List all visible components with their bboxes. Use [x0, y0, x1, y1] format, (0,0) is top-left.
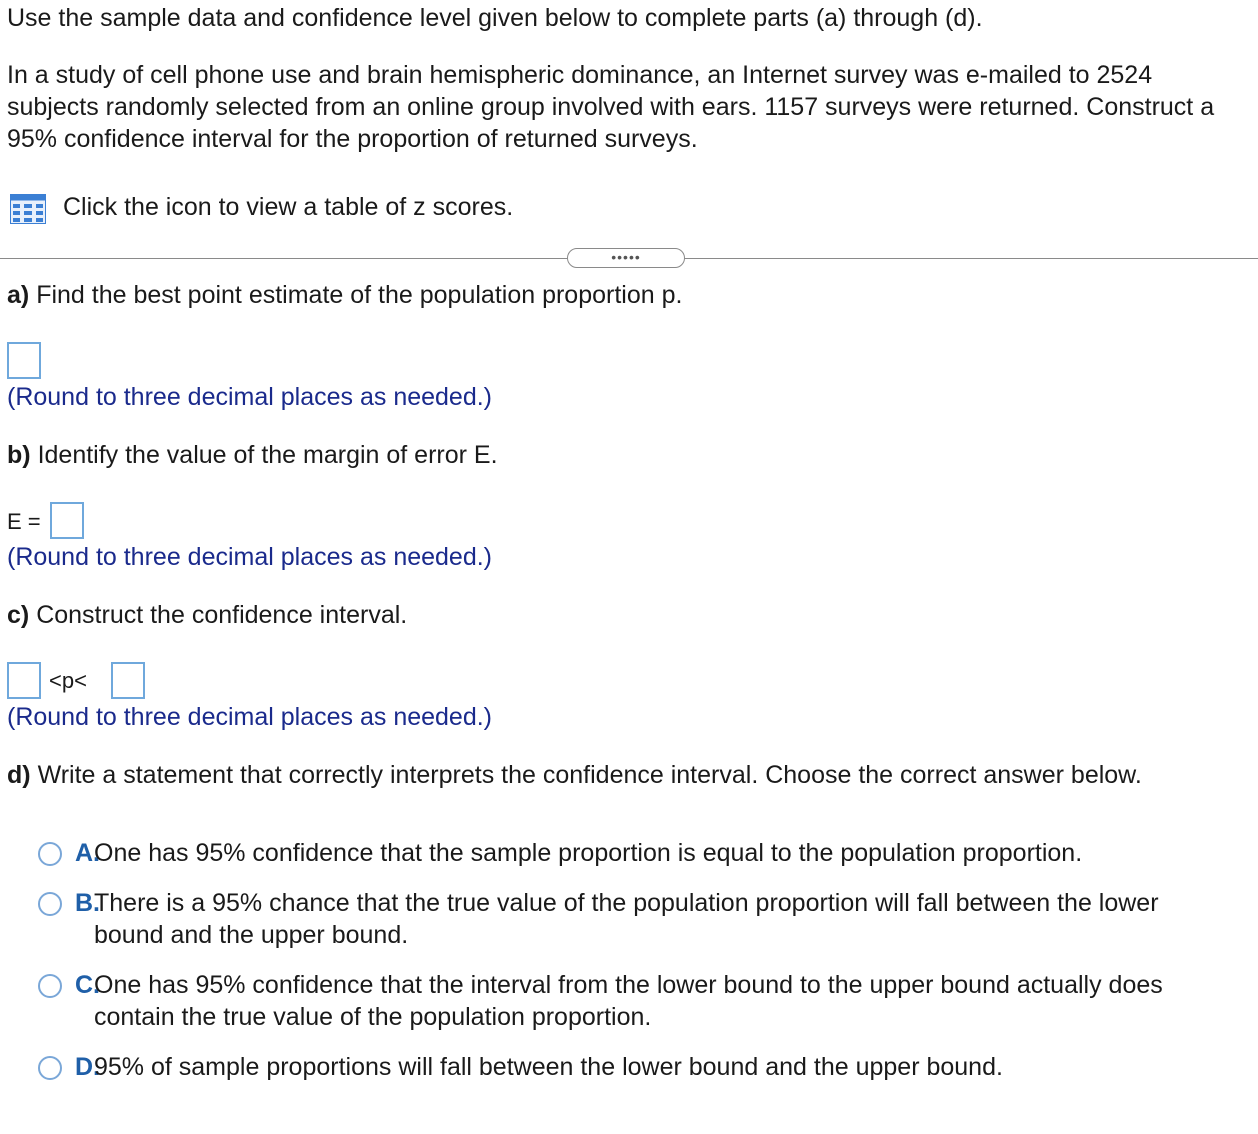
- table-grid-icon[interactable]: [10, 194, 46, 224]
- part-d-label: d): [7, 761, 31, 789]
- expand-button[interactable]: [567, 248, 685, 268]
- option-d-radio[interactable]: [38, 1056, 62, 1080]
- option-b-letter: B.: [75, 889, 100, 917]
- part-c-label: c): [7, 601, 30, 629]
- option-c-letter: C.: [75, 971, 100, 999]
- option-c-text[interactable]: One has 95% confidence that the interval from the lower bound to the upper bound actually does contain the true value of the population proportion.: [94, 971, 1163, 1031]
- option-a-letter: A.: [75, 839, 100, 867]
- part-a-hint: (Round to three decimal places as needed.): [7, 383, 493, 411]
- interval-middle-text: <p<: [49, 668, 87, 693]
- option-a-text[interactable]: One has 95% confidence that the sample proportion is equal to the population proportion.: [94, 839, 1083, 867]
- part-c-hint: (Round to three decimal places as needed.): [7, 703, 493, 731]
- part-b-question: [7, 439, 498, 471]
- instructions-text: Use the sample data and confidence level given below to complete parts (a) through (d).: [7, 4, 983, 32]
- margin-error-input[interactable]: [50, 502, 84, 539]
- option-d-text[interactable]: 95% of sample proportions will fall between the lower bound and the upper bound.: [94, 1053, 1003, 1081]
- expand-dots: •••••: [611, 249, 641, 265]
- lower-bound-input[interactable]: [7, 662, 41, 699]
- part-b-text: Identify the value of the margin of error E.: [37, 441, 498, 469]
- option-b-text[interactable]: There is a 95% chance that the true value of the population proportion will fall between the lower bound and the upper bound.: [94, 889, 1159, 949]
- option-a-radio[interactable]: [38, 842, 62, 866]
- part-a-question: [7, 279, 682, 311]
- option-d-letter: D.: [75, 1053, 100, 1081]
- z-table-link-text[interactable]: Click the icon to view a table of z scores.: [63, 193, 514, 221]
- problem-statement: In a study of cell phone use and brain hemispheric dominance, an Internet survey was e-mailed to 2524 subjects randomly selected from an online group involved with ears. 1157 surveys were returned. Construct a 95% confidence interval for the proportion of returned surveys.: [7, 61, 1215, 153]
- part-d-question: [7, 759, 1142, 791]
- part-b-hint: (Round to three decimal places as needed.): [7, 543, 493, 571]
- option-c-radio[interactable]: [38, 974, 62, 998]
- margin-error-prefix: E =: [7, 509, 41, 534]
- part-b-label: b): [7, 441, 31, 469]
- option-b-radio[interactable]: [38, 892, 62, 916]
- part-a-label: a): [7, 281, 30, 309]
- upper-bound-input[interactable]: [111, 662, 145, 699]
- part-d-text: Write a statement that correctly interprets the confidence interval. Choose the correct answer below.: [37, 761, 1142, 789]
- part-a-text: Find the best point estimate of the population proportion p.: [36, 281, 683, 309]
- part-c-text: Construct the confidence interval.: [36, 601, 408, 629]
- part-c-question: [7, 599, 407, 631]
- point-estimate-input[interactable]: [7, 342, 41, 379]
